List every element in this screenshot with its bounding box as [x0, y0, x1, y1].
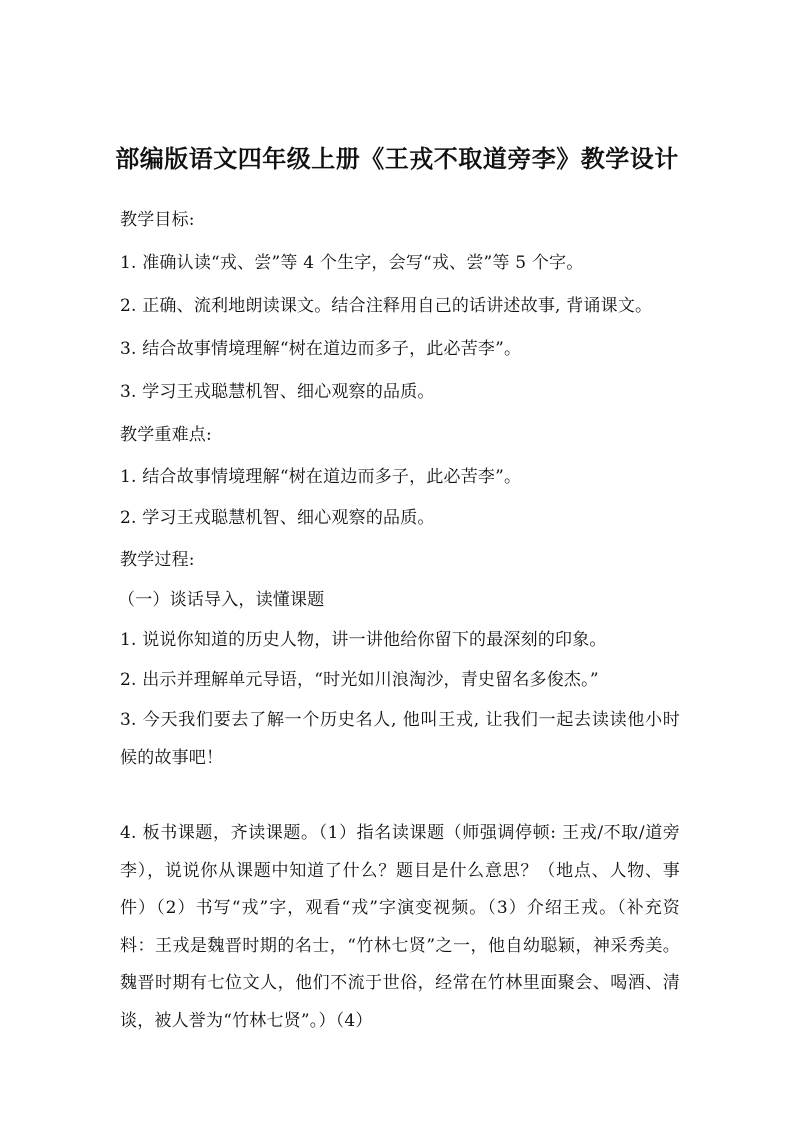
process-step: 2. 出示并理解单元导语，“时光如川浪淘沙，青史留名多俊杰。”	[120, 670, 599, 690]
document-title: 部编版语文四年级上册《王戎不取道旁李》教学设计	[115, 145, 679, 173]
section-heading: （一）谈话导入，读懂课题	[118, 590, 325, 610]
process-step-four: 4. 板书课题，齐读课题。（1）指名读课题（师强调停顿: 王戎/不取/道旁李），说说你从课题中知道了什么？题目是什么意思？（地点、人物、事件）（2）书写“戎”字，观看“戎”字演变视频。（3）介绍王戎。（补充资料：王戎是魏晋时期的名士，“竹林七贤”之一，他自幼聪颖，神采秀美。魏晋时期有七位文人，他们不流于世俗，经常在竹林里面聚会、喝酒、清谈，被人誉为“竹林七贤”。）（4）	[120, 823, 680, 1031]
objective-item: 3. 结合故事情境理解“树在道边而多子，此必苦李”。	[120, 339, 522, 359]
objective-item: 2. 正确、流利地朗读课文。结合注释用自己的话讲述故事, 背诵课文。	[120, 296, 653, 316]
objective-item: 1. 准确认读“戎、尝”等 4 个生字，会写“戎、尝”等 5 个字。	[120, 253, 584, 273]
process-step: 1. 说说你知道的历史人物，讲一讲他给你留下的最深刻的印象。	[120, 630, 607, 650]
process-step-three: 3. 今天我们要去了解一个历史名人, 他叫王戎, 让我们一起去读读他小时候的故事吧！	[120, 710, 680, 768]
key-point-item: 1. 结合故事情境理解“树在道边而多子，此必苦李”。	[120, 467, 522, 487]
process-heading: 教学过程:	[120, 550, 195, 570]
key-point-item: 2. 学习王戎聪慧机智、细心观察的品质。	[120, 508, 435, 528]
key-points-heading: 教学重难点:	[120, 425, 212, 445]
objective-item: 3. 学习王戎聪慧机智、细心观察的品质。	[120, 382, 435, 402]
objectives-heading: 教学目标:	[120, 210, 195, 230]
